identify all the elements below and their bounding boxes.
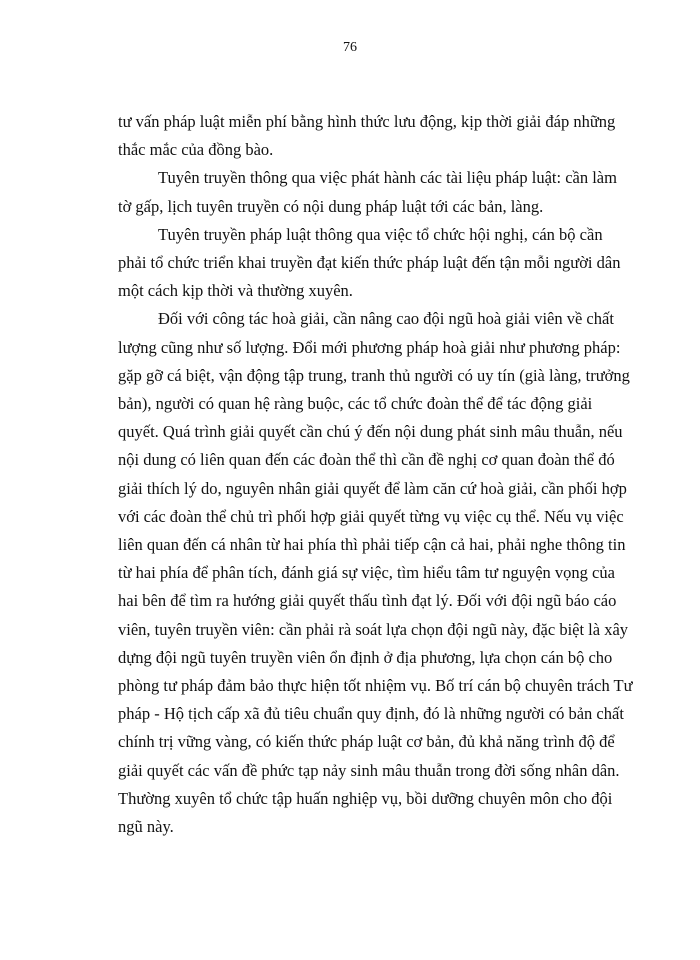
text-line: dựng đội ngũ tuyên truyền viên ổn định ở địa phương, lựa chọn cán bộ cho [118, 647, 613, 667]
text-line: ngũ này. [118, 817, 174, 837]
text-line: phòng tư pháp đảm bảo thực hiện tốt nhiệm vụ. Bố trí cán bộ chuyên trách Tư [118, 676, 633, 696]
text-line: thắc mắc của đồng bào. [118, 140, 274, 160]
text-line: Thường xuyên tổ chức tập huấn nghiệp vụ, bồi dưỡng chuyên môn cho đội [118, 788, 613, 808]
text-line: pháp - Hộ tịch cấp xã đủ tiêu chuẩn quy định, đó là những người có bản chất [118, 704, 624, 724]
text-line: Tuyên truyền pháp luật thông qua việc tổ chức hội nghị, cán bộ cần [158, 224, 603, 244]
text-line: hai bên để tìm ra hướng giải quyết thấu tình đạt lý. Đối với đội ngũ báo cáo [118, 591, 617, 611]
text-line: chính trị vững vàng, có kiến thức pháp luật cơ bản, đủ khả năng trình độ để [118, 732, 615, 752]
text-line: nội dung có liên quan đến các đoàn thể thì cần đề nghị cơ quan đoàn thể đó [118, 450, 615, 470]
body-text [118, 108, 633, 841]
page-number: 76 [343, 40, 357, 55]
text-line: Tuyên truyền thông qua việc phát hành các tài liệu pháp luật: cần làm [158, 168, 617, 188]
text-line: bản), người có quan hệ ràng buộc, các tổ chức đoàn thể để tác động giải [118, 394, 593, 414]
text-line: tờ gấp, lịch tuyên truyền có nội dung pháp luật tới các bản, làng. [118, 196, 544, 216]
text-line: Đối với công tác hoà giải, cần nâng cao đội ngũ hoà giải viên về chất [158, 309, 614, 329]
text-line: giải thích lý do, nguyên nhân giải quyết để làm căn cứ hoà giải, cần phối hợp [118, 478, 627, 498]
text-line: quyết. Quá trình giải quyết cần chú ý đến nội dung phát sinh mâu thuẫn, nếu [118, 422, 623, 442]
text-line: với các đoàn thể chủ trì phối hợp giải quyết từng vụ việc cụ thể. Nếu vụ việc [118, 506, 624, 526]
text-line: từ hai phía để phân tích, đánh giá sự việc, tìm hiểu tâm tư nguyện vọng của [118, 563, 615, 583]
text-line: một cách kịp thời và thường xuyên. [118, 281, 353, 301]
text-line: giải quyết các vấn đề phức tạp nảy sinh mâu thuẫn trong đời sống nhân dân. [118, 760, 620, 780]
text-line: phải tổ chức triển khai truyền đạt kiến thức pháp luật đến tận mỗi người dân [118, 253, 621, 273]
text-line: lượng cũng như số lượng. Đổi mới phương pháp hoà giải như phương pháp: [118, 337, 621, 357]
text-line: gặp gỡ cá biệt, vận động tập trung, tranh thủ người có uy tín (già làng, trưởng [118, 365, 630, 385]
text-line: tư vấn pháp luật miễn phí bằng hình thức lưu động, kịp thời giải đáp những [118, 112, 616, 131]
text-line: viên, tuyên truyền viên: cần phải rà soát lựa chọn đội ngũ này, đặc biệt là xây [118, 619, 629, 639]
text-line: liên quan đến cá nhân từ hai phía thì phải tiếp cận cả hai, phải nghe thông tin [118, 535, 626, 555]
